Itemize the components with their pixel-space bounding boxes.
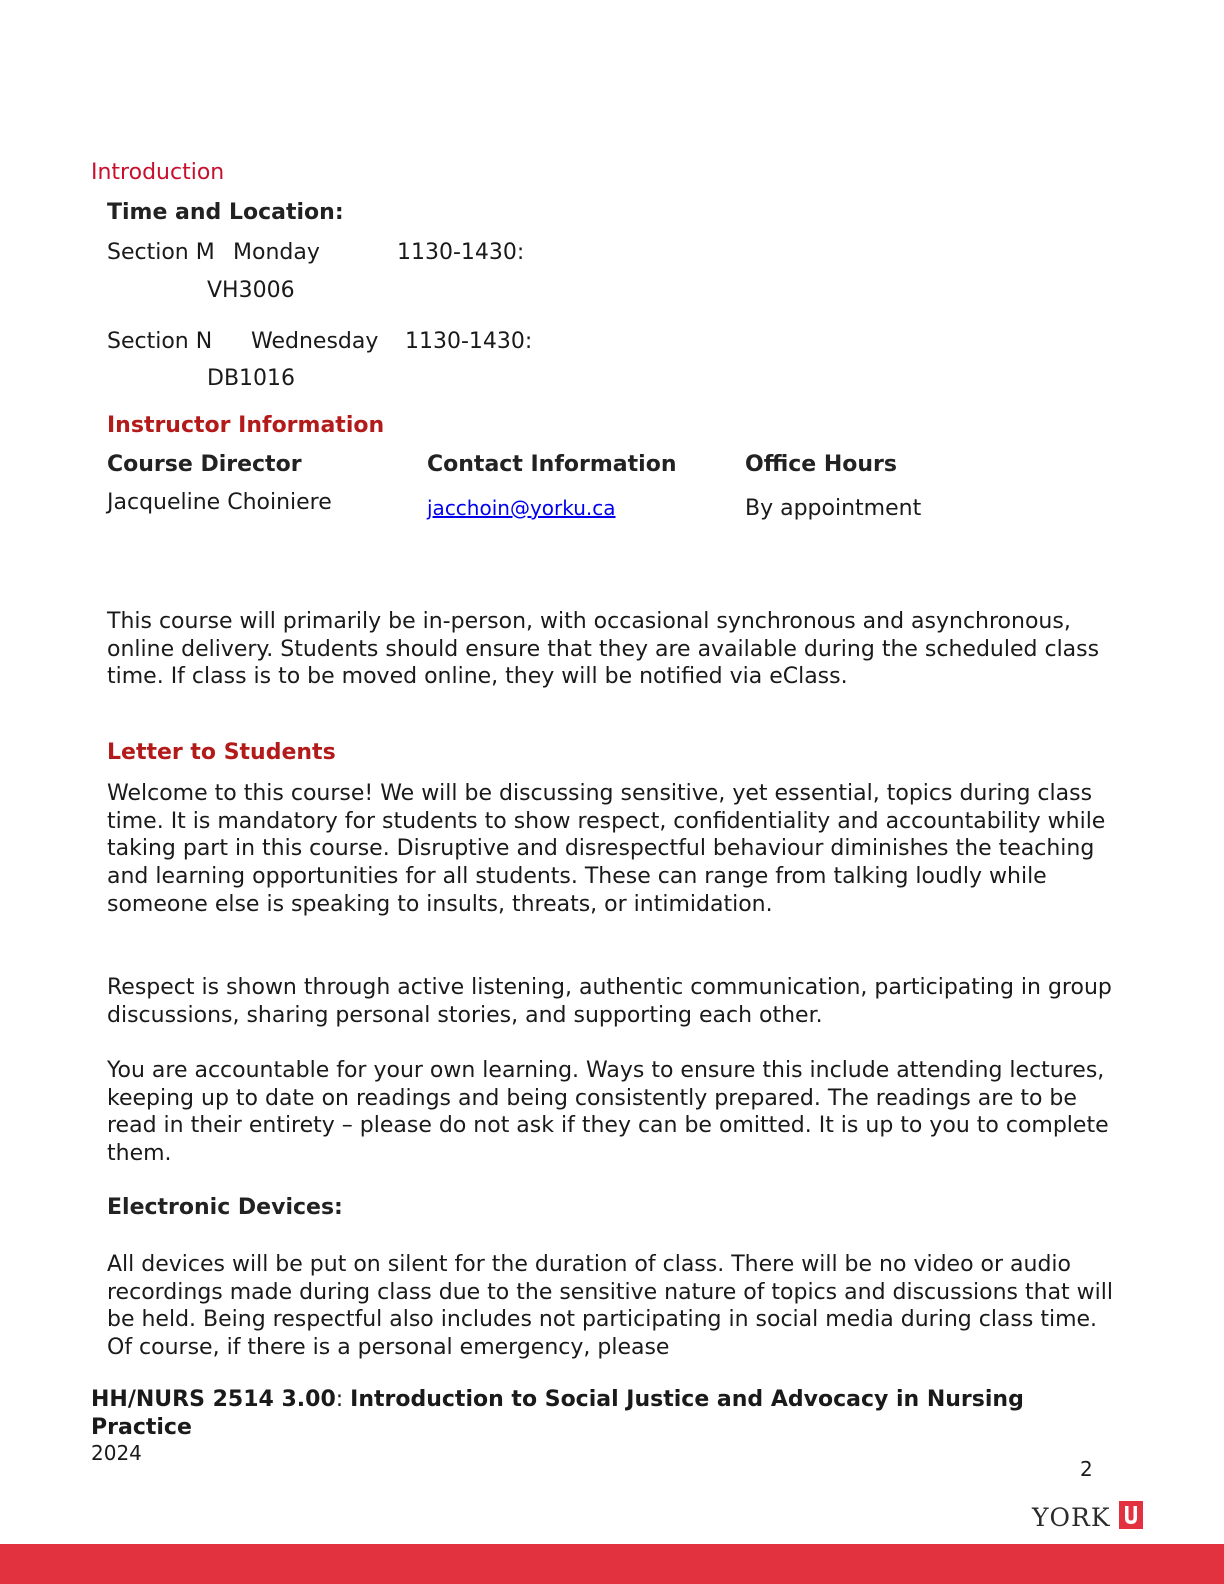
instructor-info-heading: Instructor Information	[107, 413, 385, 438]
section-n-time: 1130-1430:	[405, 329, 533, 354]
letter-paragraph-accountability: You are accountable for your own learning. Ways to ensure this include attending lectures, keeping up to date on readings and being consistently prepared. The readings are to be read in their entirety – please do not ask if they can be omitted. It is up to you to complete them.	[107, 1058, 1109, 1167]
york-university-logo	[1032, 1501, 1144, 1533]
office-hours-value: By appointment	[745, 496, 922, 521]
footer-course-title	[91, 1386, 1131, 1441]
section-n-day: Wednesday	[251, 329, 379, 354]
time-location-heading: Time and Location:	[107, 200, 344, 225]
section-n-room: DB1016	[207, 366, 296, 391]
letter-paragraph-welcome: Welcome to this course! We will be discussing sensitive, yet essential, topics during class time. It is mandatory for students to show respect, confidentiality and accountability while taking part in this course. Disruptive and disrespectful behaviour diminishes the teaching and learning opportunities for all students. These can range from talking loudly while someone else is speaking to insults, threats, or intimidation.	[107, 781, 1106, 917]
section-m-day: Monday	[233, 240, 320, 265]
section-label-introduction: Introduction	[91, 160, 225, 185]
course-director-column-header: Course Director	[107, 452, 302, 477]
page-number: 2	[1080, 1457, 1093, 1481]
brand-footer-bar	[0, 1544, 1224, 1584]
instructor-email-link[interactable]: jacchoin@yorku.ca	[427, 496, 616, 520]
letter-to-students-heading: Letter to Students	[107, 740, 336, 765]
section-m-room: VH3006	[207, 278, 295, 303]
contact-info-column-header: Contact Information	[427, 452, 677, 477]
electronic-devices-heading: Electronic Devices:	[107, 1195, 343, 1220]
section-m-label: Section M	[107, 240, 215, 265]
devices-paragraph: All devices will be put on silent for the duration of class. There will be no video or audio recordings made during class due to the sensitive nature of topics and discussions that will be held. Being respectful also includes not participating in social media during class time. Of course, if there is a personal emergency, please	[107, 1252, 1113, 1361]
letter-paragraph-respect: Respect is shown through active listening, authentic communication, participating in group discussions, sharing personal stories, and supporting each other.	[107, 975, 1112, 1028]
york-logo-wordmark: YORK	[1032, 1503, 1111, 1532]
footer-separator: :	[335, 1387, 351, 1412]
section-n-label: Section N	[107, 329, 213, 354]
course-director-name: Jacqueline Choiniere	[107, 490, 332, 515]
section-m-time: 1130-1430:	[397, 240, 525, 265]
footer-course-name: Introduction to Social Justice and Advocacy in Nursing Practice	[91, 1387, 1024, 1440]
delivery-paragraph: This course will primarily be in-person, with occasional synchronous and asynchronous, online delivery. Students should ensure that they are available during the scheduled class time. If class is to be moved online, they will be notified via eClass.	[107, 609, 1100, 690]
footer-course-code: HH/NURS 2514 3.00	[91, 1387, 336, 1412]
york-u-icon	[1119, 1501, 1143, 1529]
footer-year: 2024	[91, 1441, 142, 1465]
office-hours-column-header: Office Hours	[745, 452, 897, 477]
